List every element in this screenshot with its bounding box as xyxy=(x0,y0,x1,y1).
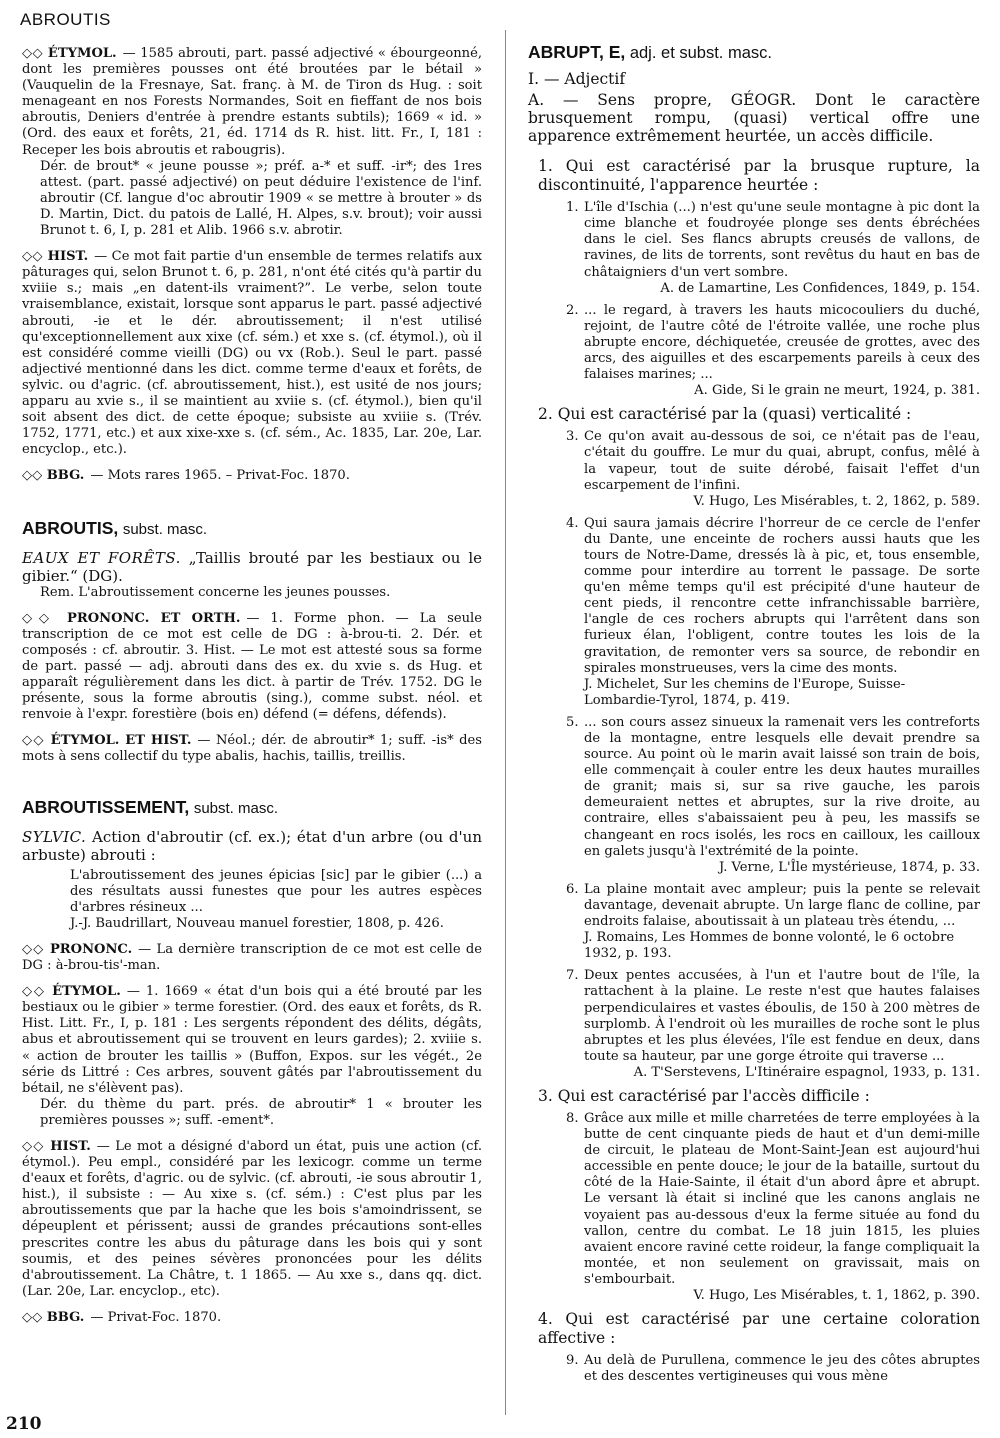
example-text: Deux pentes accusées, à l'un et l'autre bout de l'île, la rattachent à la plaine. Le reste n'est que hautes falaises perpendiculaires et vastes éboulis, de 150 à 200 mètres de surplomb. À l'endroit où les murailles de roche sont le plus abruptes et les plus élevées, l'île est fendue en deux, dans toute sa hauteur, par une gorge étroite qui traverse ... xyxy=(584,968,980,1064)
hist-label: ◇◇ HIST. xyxy=(22,249,89,265)
definition xyxy=(22,549,482,585)
sense-2: 2. Qui est caractérisé par la (quasi) verticalité : xyxy=(538,405,912,424)
example-number: 1. xyxy=(566,200,579,216)
domain-label: EAUX ET FORÊTS. xyxy=(22,548,181,567)
example-text: Au delà de Purullena, commence le jeu des côtes abruptes et des descentes vertigineuses qui vous mène xyxy=(584,1353,980,1385)
bbg-label: ◇◇ BBG. xyxy=(22,1309,85,1325)
quotation-source: J.-J. Baudrillart, Nouveau manuel forestier, 1808, p. 426. xyxy=(70,915,444,931)
example-8 xyxy=(528,1111,980,1304)
definition-text: Action d'abroutir (cf. ex.); état d'un arbre (ou d'un arbuste) abrouti : xyxy=(22,827,482,864)
part-of-speech: subst. masc. xyxy=(193,800,279,818)
hist-label: ◇◇ HIST. xyxy=(22,1138,91,1154)
example-number: 5. xyxy=(566,714,579,730)
bbg-label: ◇◇ BBG. xyxy=(22,468,85,484)
entry-heading-abroutis xyxy=(22,520,482,538)
etymology-section xyxy=(22,984,482,1129)
example-7 xyxy=(528,968,980,1081)
domain-label: SYLVIC. xyxy=(22,827,87,846)
example-source: J. Michelet, Sur les chemins de l'Europe, Suisse-Lombardie-Tyrol, 1874, p. 419. xyxy=(584,676,906,708)
page-number: 210 xyxy=(6,1414,42,1434)
example-1 xyxy=(528,200,980,297)
example-source: A. T'Serstevens, L'Itinéraire espagnol, 1933, p. 131. xyxy=(633,1064,980,1080)
hist-text: — Le mot a désigné d'abord un état, puis une action (cf. étymol.). Peu empl., considéré par les lexicogr. comme un terme d'eaux et forêts, d'agric. ou de sylvic. (cf. abrouti, -ie sous abroutir 1, hist.), il subsiste : — Au xixe s. (cf. sém.) : C'est plus par les abroutissements que par la hache que les bois s'amoindrissent, se dépeuplent et périssent; aussi de grandes précautions sont-elles prescrites contre les abus du pâturage dans les bois qui y sont soumis, et des peines sévères prononcées pour les délits d'abroutissement. La Châtre, t. 1 1865. — Au xxe s., dans qq. dict. (Lar. 20e, Lar. encyclop., etc). xyxy=(22,1138,482,1299)
headword: ABRUPT, E, xyxy=(528,42,626,62)
example-source: J. Romains, Les Hommes de bonne volonté, le 6 octobre 1932, p. 193. xyxy=(584,930,955,962)
subsense-A: A. — Sens propre, GÉOGR. Dont le caractère brusquement rompu, (quasi) vertical offre une apparence extrêmement heurtée, un accès difficile. xyxy=(528,91,980,146)
entry-heading-abroutissement xyxy=(22,799,482,817)
example-text: Grâce aux mille et mille charretées de terre employées à la butte de cent cinquante pieds de haut et d'un demi-mille de circuit, le plateau de Mont-Saint-Jean est aujourd'hui accessible en pente douce; le jour de la bataille, surtout du côté de la Haie-Sainte, il était d'un abord âpre et abrupt. Le versant là était si incliné que les canons anglais ne voyaient pas au-dessous d'eux la ferme située au fond du vallon, centre du combat. Le 18 juin 1815, les pluies avaient encore raviné cette roideur, la fange compliquait la montée, et non seulement on gravissait, mais on s'embourbait. xyxy=(584,1110,980,1287)
sense-1: 1. Qui est caractérisé par la brusque rupture, la discontinuité, l'apparence heurtée : xyxy=(538,157,980,195)
headword: ABROUTISSEMENT, xyxy=(22,797,190,818)
etymol-label: ◇◇ ÉTYMOL. xyxy=(22,46,117,61)
example-5 xyxy=(528,715,980,876)
etymology-section xyxy=(22,46,482,239)
example-text: Qui saura jamais décrire l'horreur de ce cercle de l'enfer du Dante, une enceinte de rochers aussi hauts que les tours de Notre-Dame, dressés là à pic, et, tous ensemble, comme pour interdire au torrent le passage. De sorte qu'en même temps qu'il est précipité d'une hauteur de cent pieds, il rencontre cette infranchissable barrière, l'angle de ces rochers abrupts qui l'arrêtent dans son furieux élan, l'obligent, contre toutes les lois de la gravitation, de remonter vers sa source, de rebondir en spirales monstrueuses, vers la cime des monts. xyxy=(584,515,980,676)
prononc-label: ◇◇ PRONONC. xyxy=(22,941,133,957)
example-text: Ce qu'on avait au-dessous de soi, ce n'était pas de l'eau, c'était du gouffre. Le mur du quai, abrupt, confus, mêlé à la vapeur, tout de suite dérobé, faisait l'effet d'un escarpement de l'infini. xyxy=(584,429,980,493)
prononc-text: — La dernière transcription de ce mot est celle de DG : à-brou-tis'-man. xyxy=(22,941,482,974)
etymology-history-section xyxy=(22,733,482,765)
example-text: La plaine montait avec ampleur; puis la pente se relevait davantage, devenait abrupte. Un large flanc de colline, par endroits falaise, aboutissait à un plateau très étendu, ... xyxy=(584,881,980,930)
column-divider xyxy=(505,30,506,1415)
example-text: ... son cours assez sinueux la ramenait vers les contreforts de la montagne, entre lesquels elle devait prendre sa source. Au point où le marin avait laissé son train de bois, elle commençait à couler entre les deux hautes murailles de granit; mais si, sur sa rive gauche, les parois demeuraient nettes et abruptes, sur la rive droite, au contraire, elles s'abaissaient peu à peu, les massifs se changeant en rocs isolés, les rocs en cailloux, les cailloux en galets jusqu'à l'extrémité de la pointe. xyxy=(584,714,980,859)
part-of-speech: adj. et subst. masc. xyxy=(629,44,772,62)
example-text: L'île d'Ischia (...) n'est qu'une seule montagne à pic dont la cime blanche et foudroyée plonge ses dents ébréchées dans le ciel. Ses flancs abrupts creusés de vallons, de ravines, de lits de torrents, sont revêtus du haut en bas de châtaigniers d'un vert sombre. xyxy=(584,200,980,280)
example-number: 9. xyxy=(566,1353,579,1369)
bbg-text: — Privat-Foc. 1870. xyxy=(90,1309,222,1325)
headword: ABROUTIS, xyxy=(22,518,119,539)
example-number: 6. xyxy=(566,881,579,897)
example-source: V. Hugo, Les Misérables, t. 1, 1862, p. 390. xyxy=(693,1288,980,1303)
etymol-text: — 1585 abrouti, part. passé adjectivé « ébourgeonné, dont les premières pousses ont été broutées par le bétail » (Vauquelin de la Fresnaye, Sat. franç. à M. de Tiron ds Hug. : soit menageant en nos Forests Normandes, Soit en fieffant de nos bois abroutis, Deniers d'entrée à prendre estants subtils); 1669 « id. » (Ord. des eaux et forêts, 21, éd. 1714 ds R. hist. litt. Fr., I, 181 : Receper les bois abroutis et rabougris). xyxy=(22,46,482,158)
bibliography-section xyxy=(22,1310,482,1326)
quotation: L'abroutissement des jeunes épicias [sic] par le gibier (...) a des résultats aussi funestes que pour les autres espèces d'arbres résineux ... xyxy=(70,867,482,915)
etymol-label: ◇◇ ÉTYMOL. xyxy=(22,984,121,1000)
left-column xyxy=(22,46,482,1336)
prononc-label: ◇◇ PRONONC. ET ORTH. xyxy=(22,610,241,626)
history-section xyxy=(22,249,482,458)
prononc-text: — 1. Forme phon. — La seule transcription de ce mot est celle de DG : à-brou-ti. 2. Dér. et composés : cf. abroutir. 3. Hist. — Le mot est attesté sous sa forme de part. passé — adj. abrouti dans des ex. du xvie s. ds Hug. et apparaît régulièrement dans les dict. à partir de Trév. 1752. DG le présente, sous la forme abroutis (sing.), comme subst. néol. et renvoie à l'expr. forestière (bois en) défend (= défens, défends). xyxy=(22,610,482,723)
derivation-text: Dér. de brout* « jeune pousse »; préf. a-* et suff. -ir*; des 1res attest. (part. passé adjectivé) on peut déduire l'existence de l'inf. abroutir (Cf. langue d'oc abroutir 1909 « se mettre à brouter » ds D. Martin, Dict. du patois de Lallé, H. Alpes, s.v. brout); voir aussi Brunot t. 6, I, p. 281 et Alib. 1966 s.v. abrotir. xyxy=(40,158,482,239)
example-text: ... le regard, à travers les hauts micocouliers du duché, rejoint, de l'autre côté de l'étroite vallée, une roche plus abrupte encore, déchiquetée, creusée de grottes, avec des arcs, des aiguilles et des escarpements pareils à ceux des falaises marines; ... xyxy=(584,302,980,383)
etymol-hist-label: ◇◇ ÉTYMOL. ET HIST. xyxy=(22,733,192,749)
example-number: 4. xyxy=(566,515,579,531)
derivation-text: Dér. du thème du part. prés. de abroutir* 1 « brouter les premières pousses »; suff. -ement*. xyxy=(40,1096,482,1128)
part-heading: I. — Adjectif xyxy=(528,70,626,89)
entry-heading-abrupt xyxy=(528,44,980,61)
example-source: J. Verne, L'Île mystérieuse, 1874, p. 33. xyxy=(718,859,980,875)
running-head: ABROUTIS xyxy=(20,10,111,29)
example-9 xyxy=(528,1353,980,1385)
example-number: 2. xyxy=(566,302,579,318)
sense-4: 4. Qui est caractérisé par une certaine coloration affective : xyxy=(538,1310,980,1348)
pronunciation-section xyxy=(22,611,482,724)
bibliography-section xyxy=(22,468,482,484)
hist-text: — Ce mot fait partie d'un ensemble de termes relatifs aux pâturages qui, selon Brunot t. 6, p. 281, n'ont été cités qu'à partir du xviiie s.; mais „en datent-ils vraiment?”. Le verbe, selon toute vraisemblance, existait, lorsque sont apparus le part. passé adjectivé abrouti, -ie et le dér. abroutissement; il n'est utilisé qu'exceptionnellement aux xixe (cf. sém.) et xxe s. (cf. étymol.), où il est considéré comme vieilli (DG) ou vx (Rob.). Seul le part. passé adjectivé mentionné dans les dict. comme terme d'eaux et forêts, de sylvic. ou d'agric. (cf. abroutissement, hist.), est usité de nos jours; apparu au xvie s., il se maintient au xviie s. (cf. étymol.), bien qu'il soit absent des dict. de cette époque; subsiste au xviiie s. (Trév. 1752, 1771, etc.) et aux xixe-xxe s. (cf. sém., Ac. 1835, Lar. 20e, Lar. encyclop., etc.). xyxy=(22,249,482,458)
definition xyxy=(22,828,482,864)
part-of-speech: subst. masc. xyxy=(122,521,208,539)
definition-text: „Taillis brouté par les bestiaux ou le gibier.“ (DG). xyxy=(22,548,483,585)
history-section xyxy=(22,1139,482,1300)
sense-3: 3. Qui est caractérisé par l'accès difficile : xyxy=(538,1086,870,1105)
example-number: 7. xyxy=(566,968,579,984)
pronunciation-section xyxy=(22,942,482,974)
right-column xyxy=(528,44,980,1391)
bbg-text: — Mots rares 1965. – Privat-Foc. 1870. xyxy=(90,468,350,484)
etymol-hist-text: — Néol.; dér. de abroutir* 1; suff. -is* des mots à sens collectif du type abalis, hachis, taillis, treillis. xyxy=(22,733,482,765)
example-2 xyxy=(528,303,980,400)
example-source: V. Hugo, Les Misérables, t. 2, 1862, p. 589. xyxy=(693,493,980,509)
example-4 xyxy=(528,516,980,709)
remark: Rem. L'abroutissement concerne les jeunes pousses. xyxy=(40,584,391,600)
example-source: A. Gide, Si le grain ne meurt, 1924, p. 381. xyxy=(694,383,980,399)
example-6 xyxy=(528,882,980,962)
example-number: 8. xyxy=(566,1110,579,1126)
example-number: 3. xyxy=(566,429,579,445)
example-source: A. de Lamartine, Les Confidences, 1849, p. 154. xyxy=(660,280,980,296)
etymol-text: — 1. 1669 « état d'un bois qui a été brouté par les bestiaux ou le gibier » terme forestier. (Ord. des eaux et forêts, ds R. Hist. Litt. Fr., I, p. 181 : Les sergents répondent des délits, dégâts, abus et abroutissement qui se trouvent en leurs gardes); 2. xviiie s. « action de brouter les taillis » (Buffon, Expos. sur les végét., 2e série ds Littré : Ces arbres, souvent gâtés par l'abroutissement du bétail, ne s'élèvent pas). xyxy=(22,984,482,1096)
example-3 xyxy=(528,429,980,509)
